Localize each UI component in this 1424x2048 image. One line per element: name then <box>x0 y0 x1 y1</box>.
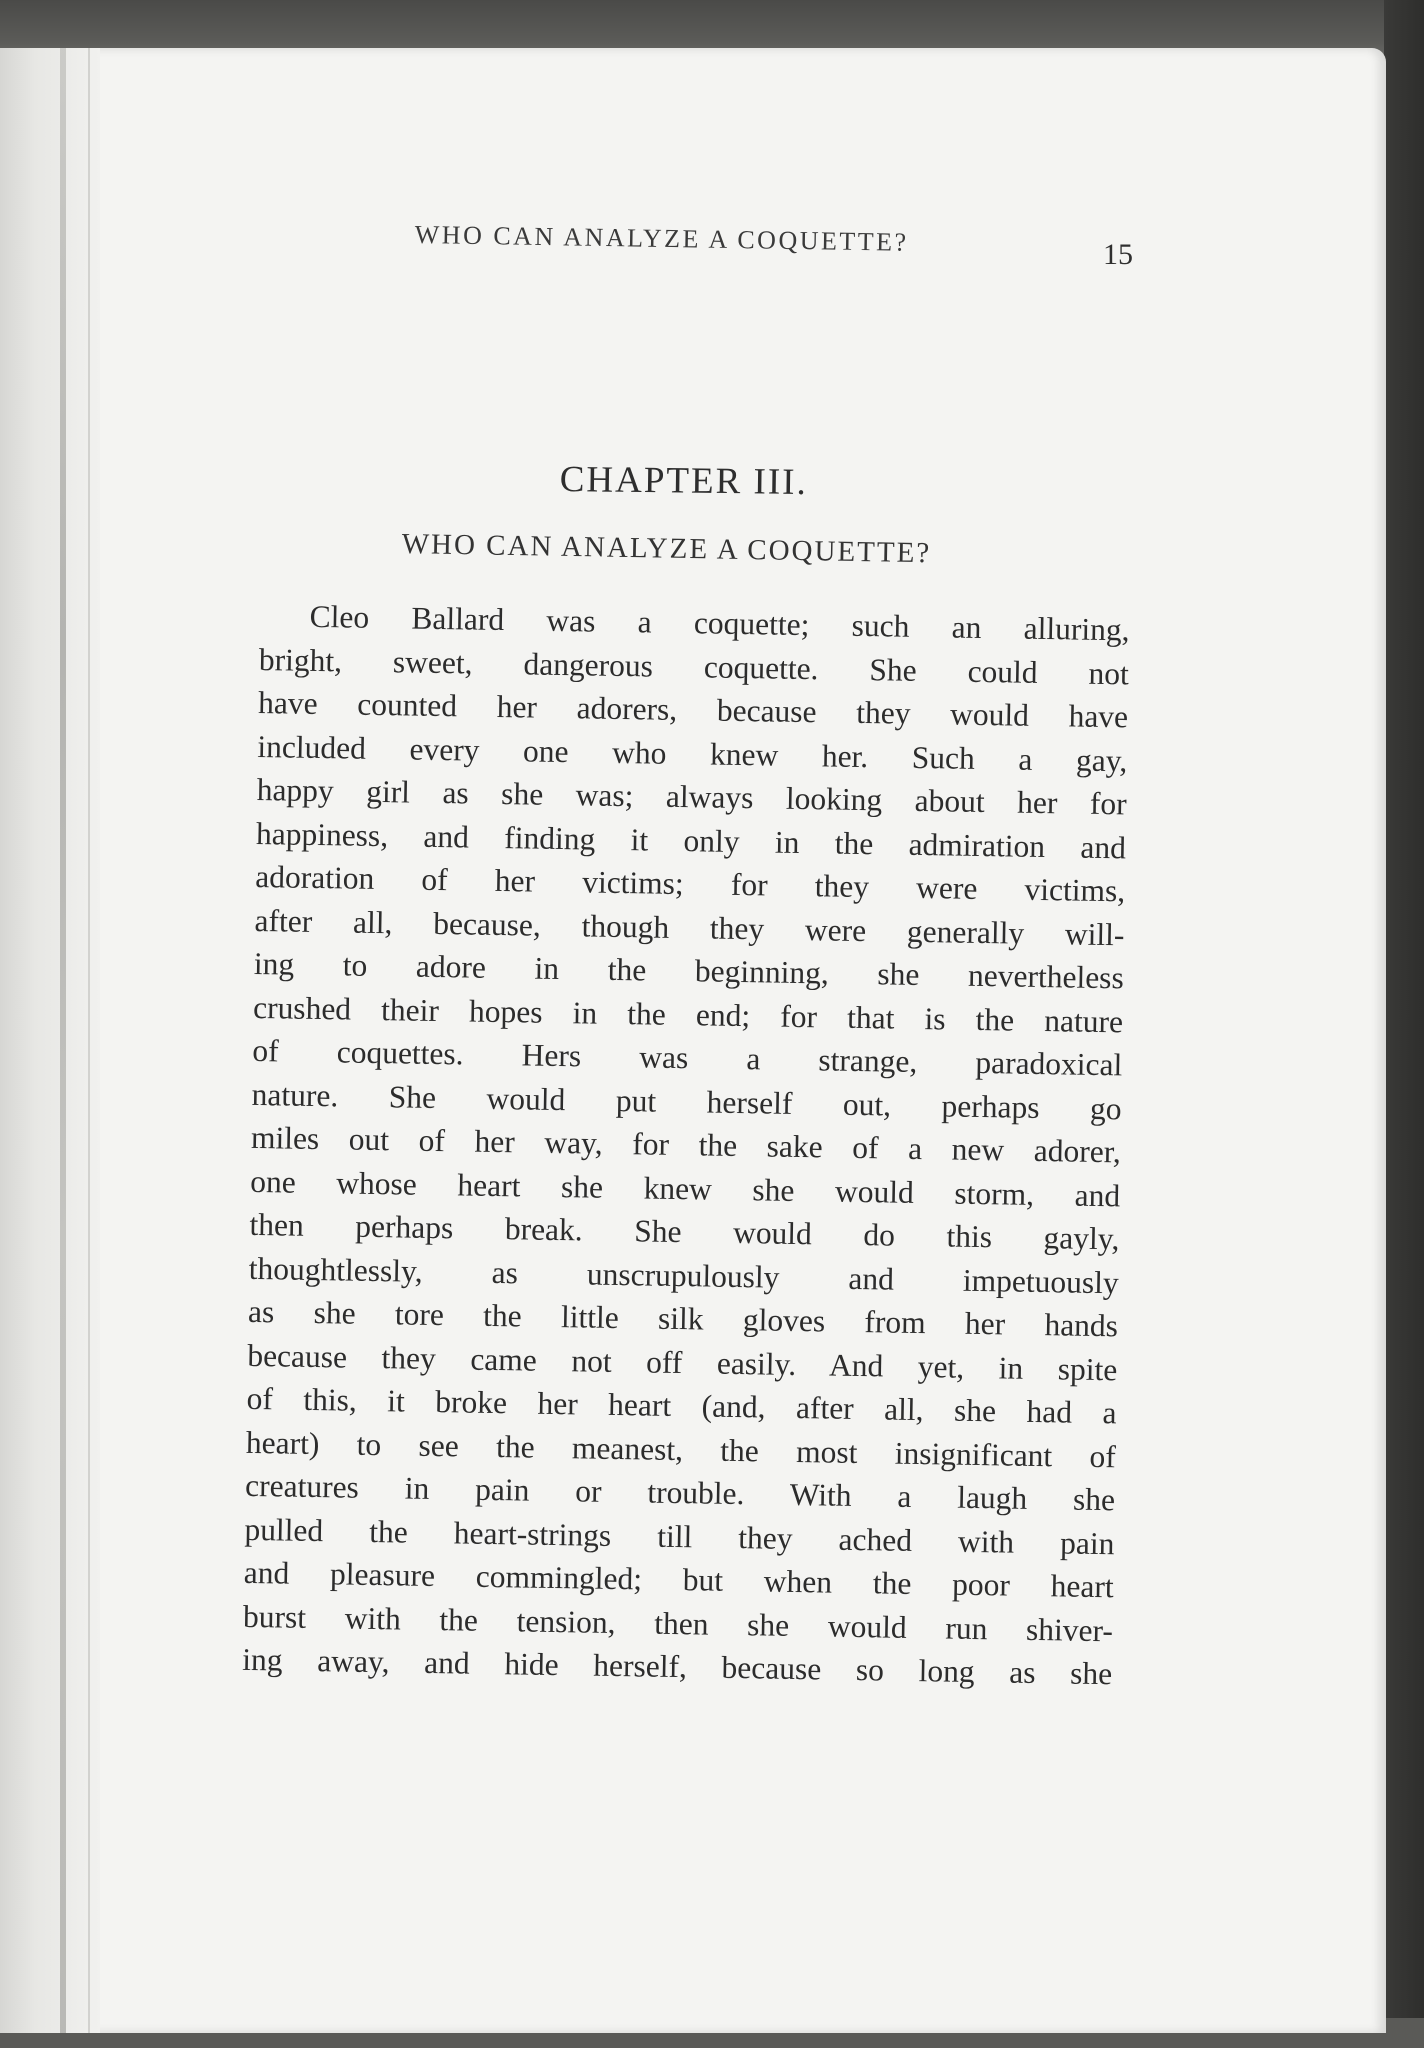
text-line: and pleasure commingled; but when the poor heart <box>243 1554 1114 1605</box>
text-line: heart) to see the meanest, the most insignificant of <box>245 1424 1117 1474</box>
text-line: pulled the heart-strings till they ached with pain <box>244 1511 1115 1561</box>
text-line: nature. She would put herself out, perhaps go <box>251 1076 1122 1126</box>
text-line: have counted her adorers, because they would have <box>257 684 1129 735</box>
text-line: ing away, and hide herself, because so long as she <box>242 1641 1113 1692</box>
text-line: miles out of her way, for the sake of a new adorer, <box>250 1119 1122 1170</box>
page-gutter <box>0 48 100 2033</box>
text-line: as she tore the little silk gloves from her hands <box>247 1293 1119 1344</box>
chapter-subtitle: WHO CAN ANALYZE A COQUETTE? <box>401 528 932 570</box>
running-head: WHO CAN ANALYZE A COQUETTE? <box>414 220 909 257</box>
text-line: after all, because, though they were generally will- <box>254 902 1125 952</box>
text-line: included every one who knew her. Such a gay, <box>257 728 1128 778</box>
body-paragraph <box>242 594 1130 1696</box>
text-line: because they came not off easily. And yet, in spite <box>247 1337 1118 1387</box>
text-line: crushed their hopes in the end; for that is the nature <box>252 989 1124 1039</box>
text-line: of this, it broke her heart (and, after all, she had a <box>246 1380 1117 1431</box>
text-line: adoration of her victims; for they were victims, <box>255 858 1126 909</box>
text-line: of coquettes. Hers was a strange, paradoxical <box>252 1032 1123 1083</box>
chapter-title: CHAPTER III. <box>559 458 809 504</box>
page-number: 15 <box>1103 238 1133 271</box>
text-line: then perhaps break. She would do this gayly, <box>249 1206 1120 1257</box>
text-line: burst with the tension, then she would run shiver- <box>242 1598 1114 1648</box>
text-line: happiness, and finding it only in the admiration and <box>255 815 1127 865</box>
text-line: one whose heart she knew she would storm, and <box>249 1163 1121 1213</box>
text-line: thoughtlessly, as unscrupulously and impetuously <box>248 1250 1119 1300</box>
text-line: ing to adore in the beginning, she nevertheless <box>253 945 1125 996</box>
binding-edge <box>88 48 90 2033</box>
scan-background-right <box>1384 0 1424 2048</box>
text-line: happy girl as she was; always looking about her for <box>256 771 1127 822</box>
text-line: Cleo Ballard was a coquette; such an alluring, <box>309 598 1130 648</box>
text-line: bright, sweet, dangerous coquette. She could not <box>258 641 1130 691</box>
binding-shadow <box>60 48 66 2033</box>
text-line: creatures in pain or trouble. With a laugh she <box>244 1467 1116 1518</box>
